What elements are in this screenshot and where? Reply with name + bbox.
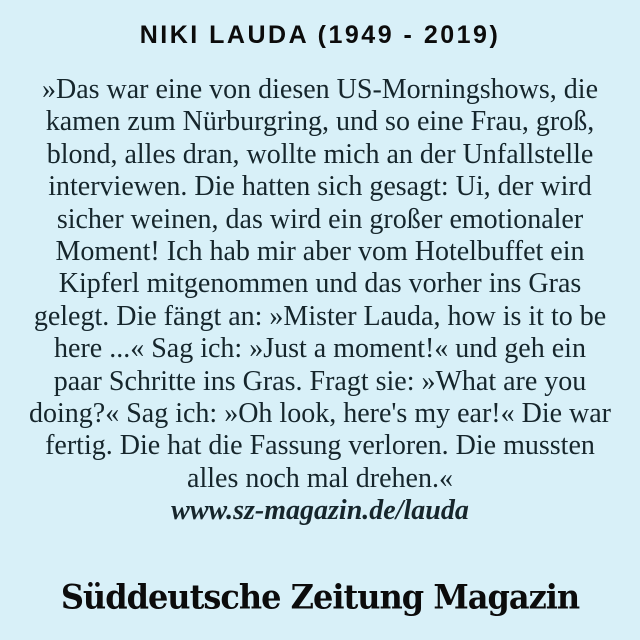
quote-line: blond, alles dran, wollte mich an der Unfallstelle (46, 138, 594, 170)
quote-line: kamen zum Nürburgring, und so eine Frau, groß, (45, 106, 595, 138)
quote-text (6, 74, 634, 528)
footer (61, 578, 579, 616)
quote-line: alles noch mal drehen.« (187, 462, 453, 494)
quote-line: fertig. Die hat die Fassung verloren. Die mussten (45, 430, 595, 462)
quote-line: Kipferl mitgenommen und das vorher ins Gras (58, 268, 582, 300)
quote-line: Moment! Ich hab mir aber vom Hotelbuffet ein (55, 236, 585, 268)
quote-line: doing?« Sag ich: »Oh look, here's my ear!« Die war (29, 398, 611, 430)
article-url: www.sz-magazin.de/lauda (171, 495, 469, 527)
sz-magazin-logo: Süddeutsche Zeitung Magazin (60, 577, 580, 617)
quote-line: sicher weinen, das wird ein großer emotionaler (56, 203, 584, 235)
quote-line: paar Schritte ins Gras. Fragt sie: »What are you (53, 365, 587, 397)
page-title: NIKI LAUDA (1949 - 2019) (139, 21, 501, 49)
quote-line: interviewen. Die hatten sich gesagt: Ui, der wird (48, 171, 592, 203)
quote-line: gelegt. Die fängt an: »Mister Lauda, how is it to be (33, 300, 607, 332)
quote-line: »Das war eine von diesen US-Morningshows, die (41, 74, 599, 105)
quote-line: here ...« Sag ich: »Just a moment!« und geh ein (54, 333, 586, 365)
